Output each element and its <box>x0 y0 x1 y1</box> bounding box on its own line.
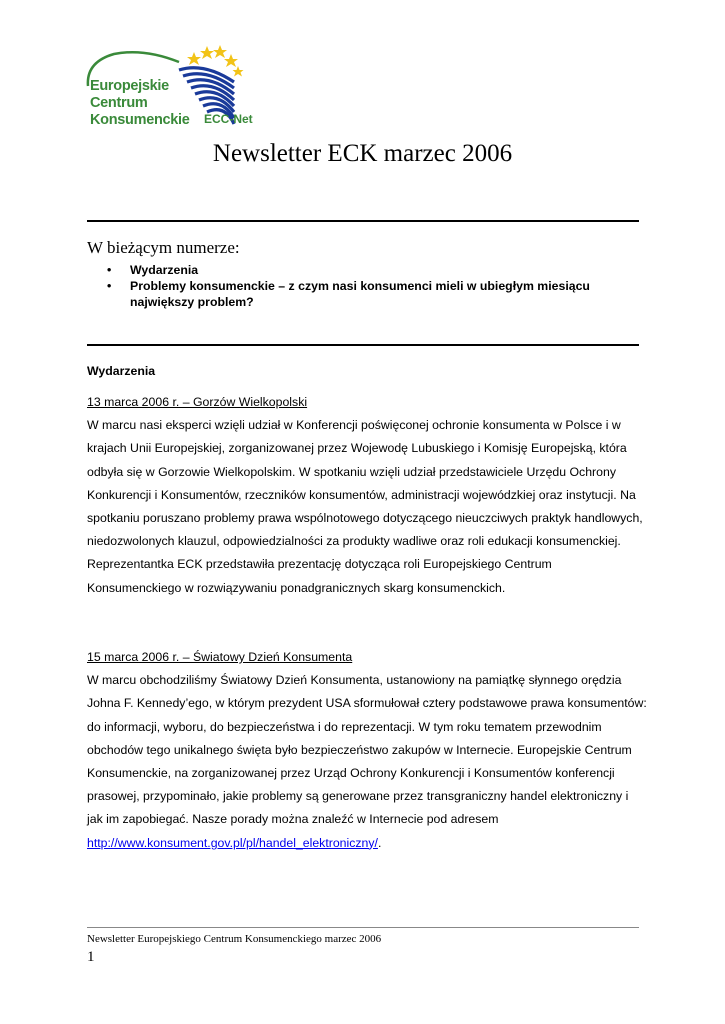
toc-heading: W bieżącym numerze: <box>87 238 240 257</box>
logo-line-3: Konsumenckie <box>90 112 190 128</box>
article-body: W marcu nasi eksperci wzięli udział w Konferencji poświęconej ochronie konsumenta w Polsce i w krajach Unii Europejskiej, zorganizowanej przez Wojewodę Lubuskiego i Komisję Europejską, która odbyła się w Gorzowie Wielkopolskim. W spotkaniu wzięli udział przedstawiciele Urzędu Ochrony Konkurencji i Konsumentów, rzeczników konsumentów, administracji wojewódzkiej oraz instytucji. Na spotkaniu poruszano problemy prawa wspólnotowego dotyczącego nieuczciwych praktyk handlowych, niedozwolonych klauzul, odpowiedzialności za produkty wadliwe oraz roli edukacji konsumenckiej. Reprezentantka ECK przedstawiła prezentację dotycząca roli Europejskiego Centrum Konsumenckiego w rozwiązywaniu ponadgranicznych skarg konsumenckich. <box>87 418 643 595</box>
divider-middle <box>87 344 639 346</box>
article-link-suffix: . <box>377 835 382 850</box>
page-number: 1 <box>87 949 95 965</box>
article-body-text: W marcu obchodziliśmy Światowy Dzień Konsumenta, ustanowiony na pamiątkę słynnego orędzia Johna F. Kennedy’ego, w którym prezydent USA sformułował cztery podstawowe prawa konsumentów: do informacji, wyboru, do bezpieczeństwa i do reprezentacji. W tym roku tematem przewodnim obchodów tego unikalnego święta było bezpieczeństwo zakupów w Internecie. Europejskie Centrum Konsumenckie, na zorganizowanej przez Urząd Ochrony Konkurencji i Konsumentów konferencji prasowej, przypominało, jakie problemy są generowane przez transgraniczny handel elektroniczny i jak im zapobiegać. Nasze porady można znaleźć w Internecie pod adresem <box>87 673 647 827</box>
logo-line-2: Centrum <box>90 95 148 111</box>
footer-divider <box>87 927 639 928</box>
toc-item: • Problemy konsumenckie – z czym nasi konsumenci mieli w ubiegłym miesiącu największy problem? <box>87 278 639 310</box>
article-date: 13 marca 2006 r. – Gorzów Wielkopolski <box>87 395 308 409</box>
toc-list <box>87 262 639 310</box>
ecc-logo-text <box>90 78 190 129</box>
divider-top <box>87 220 639 222</box>
ecc-net-label: ECC-Net <box>204 112 253 126</box>
article-gorzow <box>87 391 647 600</box>
footer-text: Newsletter Europejskiego Centrum Konsumenckiego marzec 2006 <box>87 933 382 945</box>
logo-line-1: Europejskie <box>90 78 169 94</box>
toc-item: • Wydarzenia <box>87 262 639 278</box>
page-title: Newsletter ECK marzec 2006 <box>212 140 513 167</box>
article-link[interactable]: http://www.konsument.gov.pl/pl/handel_elektroniczny/ <box>87 835 378 850</box>
article-date: 15 marca 2006 r. – Światowy Dzień Konsumenta <box>87 650 353 664</box>
article-body <box>87 669 647 855</box>
section-title: Wydarzenia <box>87 364 156 378</box>
ecc-logo <box>84 42 254 142</box>
article-world-consumer-day <box>87 646 647 855</box>
